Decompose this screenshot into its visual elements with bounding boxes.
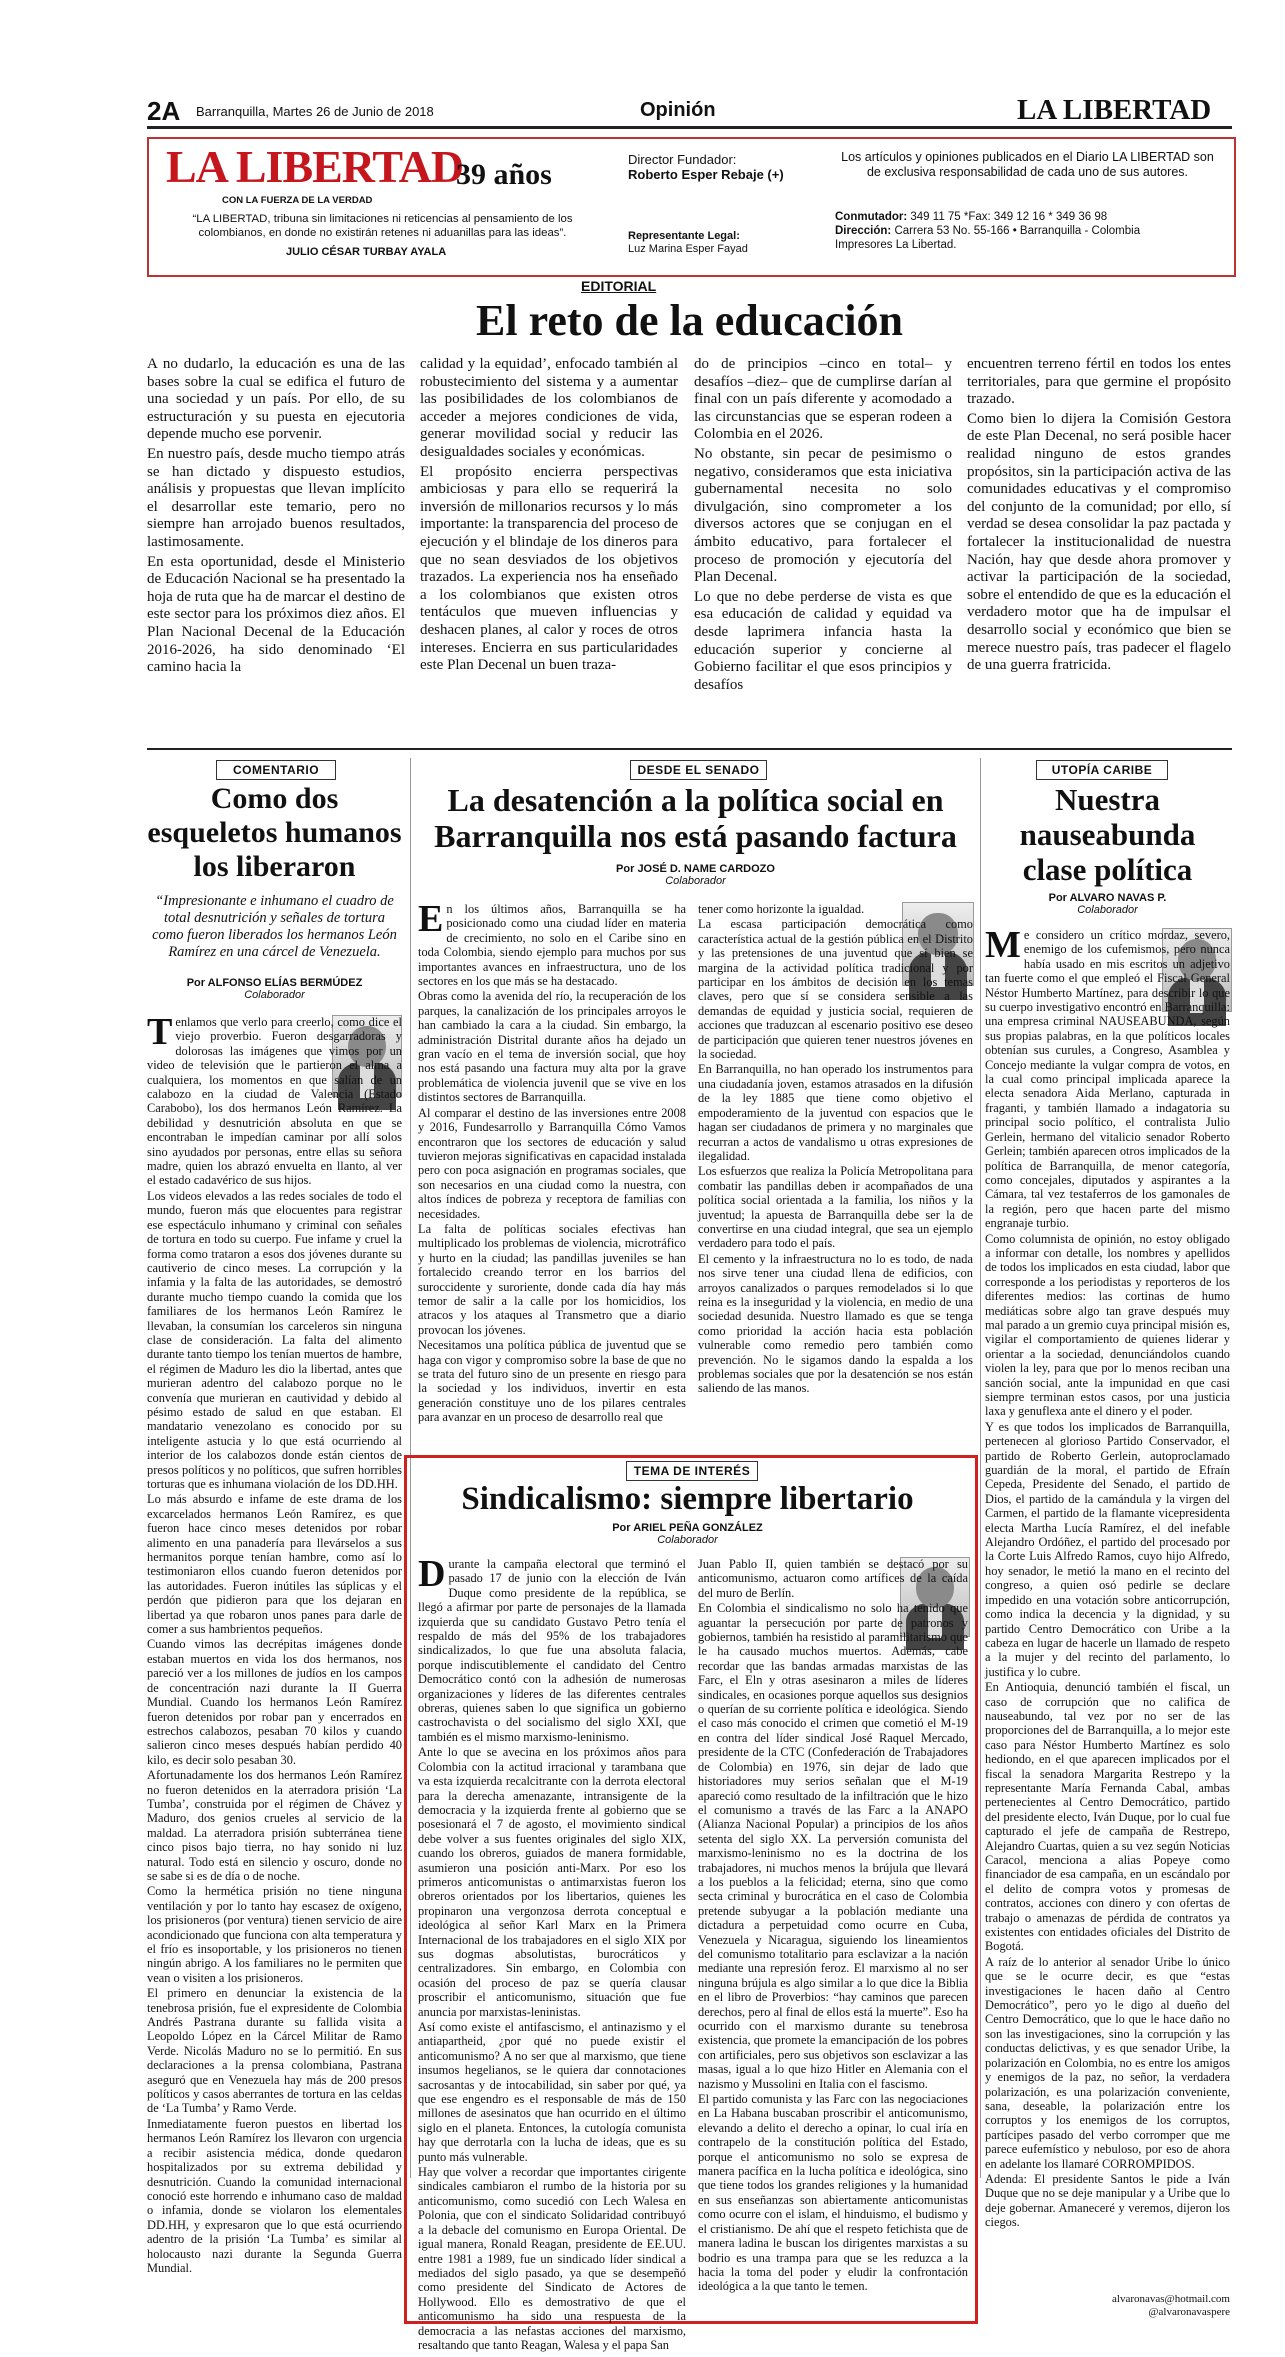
interes-column-2 bbox=[698, 1557, 968, 2312]
utopia-byline bbox=[985, 892, 1230, 916]
interes-author: Por ARIEL PEÑA GONZÁLEZ bbox=[612, 1522, 763, 1534]
interes-role: Colaborador bbox=[657, 1534, 718, 1546]
conmutador-label: Conmutador: bbox=[835, 211, 908, 223]
paragraph: El propósito encierra perspectivas ambiciosas y para ello se requerirá la inversión de millonarios recursos y lo más importante: la transparencia del proceso de ejecución y el blindaje de los dineros para que no sean desviados de los objetivos trazados. La experiencia nos ha enseñado a los colombianos que existen otros tentáculos que mueven influencias y deshacen planes, al calor y roces de otros intereses. Encierra en sus particularidades este Plan Decenal un buen traza- bbox=[420, 463, 678, 674]
comentario-body bbox=[147, 1011, 402, 2275]
paragraph: do de principios –cinco en total– y desafíos –diez– que de cumplirse darían al final con un país diferente y acomodado a las circunstancias que se esperan rodeen a Colombia en el 2026. bbox=[694, 356, 952, 443]
senado-column-2 bbox=[698, 902, 973, 1396]
rep-label: Representante Legal: bbox=[628, 230, 740, 242]
utopia-body bbox=[985, 924, 1230, 2288]
paragraph: El cemento y la infraestructura no lo es todo, de nada nos sirve tener una ciudad llena de edificios, con arroyos canalizados o parques remodelados si lo que reina es la inseguridad y la violencia, en medio de una sociedad desunida. Nuestro llamado es que se tenga como prioridad la acción hacia esta población vulnerable como remedio pero también como prevención. No le sigamos dando la espalda a los problemas sociales que por la desatención se nos están saliendo de las manos. bbox=[698, 1251, 973, 1396]
rep-name: Luz Marina Esper Fayad bbox=[628, 243, 748, 255]
director-name: Roberto Esper Rebaje (+) bbox=[628, 167, 784, 182]
paragraph: Inmediatamente fueron puestos en libertad los hermanos León Ramírez los llevaron con urgencia a recibir asistencia médica, donde quedaron hospitalizados por su extrema debilidad y desnutrición. Cuando la comunidad internacional conoció este horrendo e inhumano caso de maldad o infamia, donde se violaron los elementales DD.HH, y expresaron que lo que está ocurriendo adentro de la prisión ‘La Tumba’ es similar al holocausto nazi durante la Segunda Guerra Mundial. bbox=[147, 2116, 402, 2275]
paragraph: Como la hermética prisión no tiene ninguna ventilación y por lo tanto hay escasez de oxígeno, los prisioneros (por ventura) tienen servicio de aire acondicionado que funciona con alta temperatura y el frío es insoportable, y los prisioneros no tienen ningún abrigo. A los familiares no le permiten que vean o visiten a los prisioneros. bbox=[147, 1884, 402, 1985]
comentario-byline bbox=[147, 977, 402, 1001]
utopia-kicker: UTOPÍA CARIBE bbox=[1036, 760, 1168, 780]
editorial-column-3 bbox=[694, 356, 952, 728]
senado-byline bbox=[418, 863, 973, 887]
utopia-signature bbox=[985, 2293, 1230, 2319]
editorial-column-4 bbox=[967, 356, 1231, 728]
paragraph: Como columnista de opinión, no estoy obligado a informar con detalle, los nombres y apellidos de todos los implicados en esta ciudad, labor que corresponde a los periodistas y reporteros de los diferentes medios: las cortinas de humo mediáticas sobre algo tan grave después muy mal parado a un gremio cuya principal misión es, vigilar el comportamiento de quienes liderar y orientar a la sociedad, denunciándolos cuando violen la ley, para que por lo menos reciban una sanción social, ante la impunidad en que casi siempre terminan estos casos, por una justicia laxa y genuflexa ante el dinero y el poder. bbox=[985, 1231, 1230, 1419]
interes-kicker: TEMA DE INTERÉS bbox=[626, 1461, 758, 1481]
paragraph: Ante lo que se avecina en los próximos años para Colombia con la actitud irracional y tarambana que va esta izquierda recalcitrante con la derrota electoral para la derecha amenazante, intransigente de la democracia y la izquierda frente al gobierno que se posesionará el 7 de agosto, el movimiento sindical debe volver a sus fuentes originales del siglo XIX, cuando los obreros, guiados de manera formidable, asumieron una posición anti-Marx. Por eso los primeros anticomunistas o antimarxistas fueron los obreros orientados por los libertarios, quienes les propinaron una vergonzosa derrota conceptual e ideológica al señor Karl Marx en la Primera Internacional de los trabajadores en el siglo XIX por sus dogmas absolutistas, burocráticos y centralizadores. Sin embargo, en Colombia con ocasión del proceso de paz se quería clausar proscribir el anticomunismo, situación que fue anuncia por marxistas-leninistas. bbox=[418, 1745, 686, 2019]
utopia-author: Por ALVARO NAVAS P. bbox=[1048, 892, 1167, 904]
paragraph: El primero en denunciar la existencia de la tenebrosa prisión, fue el expresidente de Colombia Andrés Pastrana durante su fallida visita a Leopoldo López en la Cárcel Militar de Ramo Verde. Nicolás Maduro no se lo permitió. En sus declaraciones a la prensa colombiana, Pastrana aseguró que en Venezuela hay más de 200 presos políticos y casos aberrantes de tortura en las celdas de ‘La Tumba’ y Ramo Verde. bbox=[147, 1986, 402, 2116]
senado-title: La desatención a la política social en Barranquilla nos está pasando factura bbox=[434, 782, 957, 854]
paragraph: Necesitamos una política pública de juventud que se haga con vigor y compromiso sobre la base de que no se trata del futuro sino de un presente en riesgo para la sociedad y los individuos, invertir en esta generación constituye uno de los pilares centrales para avanzar en un proceso de desarrollo real que bbox=[418, 1338, 686, 1425]
paragraph: Los videos elevados a las redes sociales de todo el mundo, fueron más que elocuentes para registrar ese espectáculo inhumano y criminal con señales de tortura en todo su cuerpo. Fue infame y cruel la forma como trataron a esos dos jóvenes durante su cautiverio de cinco meses. La corrupción y la infamia y la falta de las autoridades, se demostró durante mucho tiempo cuando la comida que los familiares de los hermanos León Ramírez le llevaban, la consumían los carceleros sin ninguna clase de consideración. La falta del alimento durante tanto tiempo los tenían muertos de hambre, el régimen de Maduro les dio la libertad, antes que murieran adentro del calabozo porque no le convenía que murieran en cautividad y debido al pésimo estado de salud en que estaban. El mandatario venezolano es conocido por su inteligente astucia y lo que está ocurriendo al interior de los calabozos donde están cientos de presos políticos y no políticos, que sufren horribles torturas que es inhumana violación de los DD.HH. bbox=[147, 1188, 402, 1491]
paragraph: El partido comunista y las Farc con las negociaciones en La Habana buscaban proscribir el anticomunismo, elevando a delito el derecho a opinar, lo cual iría en contrapelo de la constitución política del Estado, porque el anticomunismo no solo se expresa de manera pacífica en la lucha política e ideológica, sino que tiene todos los grandes religiones y la humanidad en sus enseñanzas son abiertamente anticomunistas como ocurre con el islam, el hinduismo, el budismo y el cristianismo. De ahí que el respeto fetichista que de manera ladina le buscan los dirigentes marxistas a su bodrio es una trampa para que se les reduzca a la hacia la toma del poder y eludir la confrontación ideológica a la que tanto le temen. bbox=[698, 2092, 968, 2294]
interes-byline bbox=[410, 1522, 965, 1546]
interes-column-1 bbox=[418, 1553, 686, 2352]
editorial-column-2 bbox=[420, 356, 678, 728]
tagline: CON LA FUERZA DE LA VERDAD bbox=[222, 195, 373, 206]
paragraph: Juan Pablo II, quien también se destacó por su anticomunismo, actuaron como artífices de la caída del muro de Berlín. bbox=[698, 1557, 968, 1600]
paragraph: Afortunadamente los dos hermanos León Ramírez no fueron detenidos en la aterradora prisión ‘La Tumba’, construida por el régimen de Chávez y Maduro, dos genios crueles al servicio de la maldad. La aterradora prisión subterránea tiene cinco pisos bajo tierra, no hay sonido ni luz natural. Todo está en silencio y oscuro, donde no se sabe si es de día o de noche. bbox=[147, 1768, 402, 1883]
paragraph: En esta oportunidad, desde el Ministerio de Educación Nacional se ha presentado la hoja de ruta que ha de marcar el destino de este sector para los próximos diez años. El Plan Nacional Decenal de la Educación 2016-2026, ha sido denominado ‘El camino hacia la bbox=[147, 553, 405, 676]
paragraph: Cuando vimos las decrépitas imágenes donde estaban muertos en vida los dos hermanos, nos pareció ver a los millones de judíos en los campos de concentración nazi durante la II Guerra Mundial. Cuando los hermanos León Ramírez fueron detenidos por robar pan y encerrados en estrechos calabozos, pesaban 70 kilos y cuando salieron cinco meses después habían perdido 40 kilo, es decir solo pesaban 30. bbox=[147, 1637, 402, 1767]
paragraph: En nuestro país, desde mucho tiempo atrás se han dictado y dispuesto estudios, análisis y propuestas que llevan implícito el desarrollar este temario, pero no siempre han arrojado buenos resultados, lastimosamente. bbox=[147, 445, 405, 550]
header-rule bbox=[147, 126, 1232, 129]
paragraph: La falta de políticas sociales efectivas han multiplicado los problemas de violencia, microtráfico y hurto en la ciudad; las pandillas juveniles se han fortalecido creando terror en los barrios del suroccidente y suroriente, donde cada día hay más temor de salir a la calle por los homicidios, los atracos y los ataques al Transmetro que a diario provocan los jóvenes. bbox=[418, 1221, 686, 1337]
paragraph: Hay que volver a recordar que importantes cirigente sindicales cambiaron el rumbo de la historia por su anticomunismo, como sucedió con Lech Walesa en Polonia, que con el sindicato Solidaridad contribuyó a la debacle del comunismo en Europa Oriental. De igual manera, Ronald Reagan, presidente de EE.UU. entre 1981 a 1989, fue un sindicado líder sindical a mediados del siglo pasado, ya que se desempeñó como presidente del Sindicato de Actores de Hollywood. Ello es demostrativo de que el anticomunismo ha sido una respuesta de la democracia a las nefastas acciones del marxismo, resaltando que tanto Reagan, Walesa y el papa San bbox=[418, 2165, 686, 2352]
editorial-kicker: EDITORIAL bbox=[581, 278, 657, 294]
comentario-kicker: COMENTARIO bbox=[216, 760, 336, 780]
comentario-deck: “Impresionante e inhumano el cuadro de total desnutrición y señales de tortura como fueron liberados los hermanos León Ramírez en una cárcel de Venezuela. bbox=[152, 893, 397, 960]
editorial-column-1 bbox=[147, 356, 405, 728]
paragraph: Adenda: El presidente Santos le pide a Iván Duque que no se deje manipular y a Uribe que lo deje gobernar. Amaneceré y veremos, dijeron los ciegos. bbox=[985, 2171, 1230, 2230]
senado-role: Colaborador bbox=[665, 875, 726, 887]
paragraph: Así como existe el antifascismo, el antinazismo y el antiapartheid, ¿por qué no puede existir el anticomunismo? A no ser que al marxismo, que tiene insumos hegelianos, se le quiera dar connotaciones sacrosantas y de intocabilidad, sin saber por qué, ya que ese engendro es el responsable de más de 150 millones de asesinatos que han ocurrido en el último siglo en el planeta. Entonces, la cutología comunista hay que derrotarla con la lucha de ideas, que es su punto más vulnerable. bbox=[418, 2020, 686, 2164]
paragraph: Y es que todos los implicados de Barranquilla, pertenecen al glorioso Partido Conservador, el partido de Roberto Gerlein, autoproclamado guardián de la moral, el partido de Efraín Cepeda, Presidente del Senado, el partido de Dios, el partido de la camándula y la virgen del Carmen, el partido de la flamante vicepresidenta electa Martha Lucía Ramírez, el del inefable Alejandro Ordóñez, el partido del procesado por la Corte Luis Alfredo Ramos, cuyo hijo Alfredo, hoy senador, le metió la mano en el recinto del congreso, a quien osó pedirle se declare impedido en una votación sobre anticorrupción, como indica la decencia y la dignidad, y su partido Centro Democrático con Uribe a la cabeza en lugar de hacerle un llamado de respeto a la mujer y del recinto del parlamento, lo justifica y lo cubre. bbox=[985, 1419, 1230, 1679]
paragraph: En los últimos años, Barranquilla se ha posicionado como una ciudad líder en materia de crecimiento, no solo en el Caribe sino en toda Colombia, siendo ejemplo para muchos por sus importantes avances en infraestructura, uno de los sectores en los que más se ha destacado. bbox=[418, 898, 686, 989]
anniversary: 39 años bbox=[456, 158, 552, 191]
paragraph: encuentren terreno fértil en todos los entes territoriales, para que germine el propósito trazado. bbox=[967, 356, 1231, 408]
senado-kicker: DESDE EL SENADO bbox=[630, 760, 767, 780]
editorial-title: El reto de la educación bbox=[476, 296, 903, 345]
signature-email: alvaronavas@hotmail.com bbox=[1112, 2293, 1230, 2305]
comentario-author: Por ALFONSO ELÍAS BERMÚDEZ bbox=[186, 977, 363, 989]
comentario-role: Colaborador bbox=[244, 989, 305, 1001]
paragraph: A no dudarlo, la educación es una de las bases sobre la cual se edifica el futuro de una sociedad y un país. Por ello, de su estructuración y su puesta en ejecutoria depende mucho ese porvenir. bbox=[147, 356, 405, 443]
section-title: Opinión bbox=[640, 99, 716, 121]
paragraph: Lo más absurdo e infame de este drama de los excarcelados hermanos León Ramírez, es que fueron hace cinco meses detenidos por robar alimento en una panadería para llevárselos a sus hermanitos porque tenían hambre, como así lo testimoniaron ellos cuando fueron detenidos por las autoridades. Fueron inútiles las súplicas y el perdón que pidieron para que los dejaran en libertad ya que robaron unos panes para darle de comer a sus hambrientos pequeños. bbox=[147, 1492, 402, 1637]
paragraph: Como bien lo dijera la Comisión Gestora de este Plan Decenal, no será posible hacer realidad ninguno de estos grandes propósitos, sin la participación activa de las comunidades educativas y el compromiso del conjunto de la comunidad; por ello, sí verdad se desea consolidar la paz pactada y fortalecer la institucionalidad de nuestra Nación, hay que desde ahora promover y activar la participación de la sociedad, sobre el entendido de que es la educación el verdadero motor que ha de impulsar el desarrollo social y económico que bien se merece nuestro país, tras padecer el flagelo de una guerra fratricida. bbox=[967, 410, 1231, 674]
impresores: Impresores La Libertad. bbox=[835, 239, 957, 251]
date-line: Barranquilla, Martes 26 de Junio de 2018 bbox=[196, 104, 434, 119]
senado-column-1 bbox=[418, 898, 686, 1425]
paragraph: La escasa participación democrática como característica actual de la gestión pública en el Distrito y las pretensiones de una juventud que sí bien se margina de la actividad política tradicional y por participar en los ámbitos de decisión en los temas claves, pero que sí se considera sensible a las demandas de equidad y justicia social, requieren de acciones que traduzcan al escenario positivo ese deseo de participación que quieren tener nuestros jóvenes en la sociedad. bbox=[698, 917, 973, 1062]
director-label: Director Fundador: bbox=[628, 152, 737, 167]
masthead: LA LIBERTAD bbox=[1017, 94, 1212, 126]
disclaimer: Los artículos y opiniones publicados en el Diario LA LIBERTAD son de exclusiva responsabilidad de cada uno de sus autores. bbox=[841, 150, 1214, 179]
utopia-title: Nuestra nauseabunda clase política bbox=[1019, 782, 1196, 887]
paragraph: A raíz de lo anterior al senador Uribe lo único que se le ocurre decir, es que “estas investigaciones le hacen daño al Centro Democrático”, pero yo le digo al dueño del Centro Democrático, que lo que le hace daño no son las investigaciones, sino la corrupción y las conductas delictivas, y es que senador Uribe, la polarización en Colombia, no es entre los amigos y enemigos de la paz, no señor, la verdadera polarización, es una polarización conveniente, sana, deseable, la polarización entre los corruptos y los enemigos de los corruptos, partícipes pasado del verbo corromper que me parece eufemístico y nebuloso, por eso de ahora en adelante los llamaré CORROMPIDOS. bbox=[985, 1954, 1230, 2171]
banner-quote: “LA LIBERTAD, tribuna sin limitaciones ni reticencias al pensamiento de los colombianos, en donde no existirán retenes ni aduanillas para las ideas”. bbox=[192, 213, 573, 239]
logo: LA LIBERTAD bbox=[166, 141, 464, 192]
paragraph: tener como horizonte la igualdad. bbox=[698, 902, 865, 916]
paragraph: calidad y la equidad’, enfocado también al robustecimiento del sistema y a aumentar las posibilidades de los colombianos de acceder a mejores condiciones de vida, generar movilidad social y reducir las desigualdades sociales y económicas. bbox=[420, 356, 678, 460]
direccion-label: Dirección: bbox=[835, 225, 892, 237]
comentario-title: Como dos esqueletos humanos los liberaron bbox=[147, 782, 402, 883]
editorial-rule bbox=[147, 748, 1232, 750]
paragraph: Los esfuerzos que realiza la Policía Metropolitana para combatir las pandillas deben ir acompañados de una política social orientada a la familia, los niños y la juventud; la apuesta de Barranquilla debe ser la de convertirse en una ciudad integral, que sea un ejemplo verdadero para todo el país. bbox=[698, 1164, 973, 1251]
senado-author: Por JOSÉ D. NAME CARDOZO bbox=[616, 863, 775, 875]
paragraph: No obstante, sin pecar de pesimismo o negativo, consideramos que esta iniciativa gubernamental necesita no solo divulgación, sino comprometer a los diversos actores que se conjugan en el ámbito educativo, para fortalecer el proceso de promoción y ejecutoría del Plan Decenal. bbox=[694, 445, 952, 586]
paragraph: En Colombia el sindicalismo no solo ha tenido que aguantar la persecución por parte de patronos y gobiernos, también ha resistido al paramilitarismo que le ha causado muchos muertos. Además, cabe recordar que las bandas armadas marxistas de las Farc, el Eln y otras asesinaron a miles de líderes sindicales, en ocasiones porque aquellos sus designios o querían de su corriente política e ideológica. Siendo el caso más conocido el crimen que cometió el M-19 en contra del líder sindical José Raquel Mercado, presidente de la CTC (Confederación de Trabajadores de Colombia) en 1976, sin dejar de lado que historiadores muy serios señalan que el M-19 apareció como resultado de la infiltración que le hizo el comunismo a través de las Farc a la ANAPO (Alianza Nacional Popular) a principios de los años setenta del siglo XX. La perversión comunista del marxismo-leninismo no es la doctrina de los trabajadores, ni muchos menos la brújula que llevará a los pueblos a la felicidad; eterna, sino que como secta criminal y burocrática en el caso de Colombia pretende subyugar a la población mediante una dictadura a perpetuidad como ocurre en Cuba, Venezuela y Nicaragua, siguiendo los lineamientos del comunismo totalitario para esclavizar a la nación mediante una represión feroz. El marxismo al no ser ninguna brújula es algo similar a lo que dice la Biblia en el libro de Proverbios: “hay caminos que parecen derechos, pero al final de ellos está la muerte”. Eso ha ocurrido con el marxismo durante su tenebrosa existencia, que promete la emancipación de los pobres con artificiales, pero sus objetivos son esclavizar a las masas, igual a lo que hizo Hitler en Alemania con el nazismo y Mussolini en Italia con el fascismo. bbox=[698, 1601, 968, 2091]
direccion: Carrera 53 No. 55-166 • Barranquilla - Colombia bbox=[894, 225, 1141, 237]
paragraph: Tenlamos que verlo para creerlo, como dice el viejo proverbio. Fueron desgarradoras y dolorosas las imágenes que vimos por un video de televisión que le partieron el alma a cualquiera, los momentos en que salían de un calabozo en la ciudad de Valencia (Estado Carabobo), los dos hermanos León Ramírez. La debilidad y desnutrición absoluta en que se encontraban le impedían caminar por allí solos sino ayudados por personas, entre ellas su señora madre, quien los abrazó envuelta en llanto, al ver el estado cadavérico de sus hijos. bbox=[147, 1011, 402, 1188]
signature-handle: @alvaronavaspere bbox=[1148, 2306, 1230, 2318]
page-number: 2A bbox=[147, 96, 181, 126]
conmutador: 349 11 75 *Fax: 349 12 16 * 349 36 98 bbox=[910, 211, 1108, 223]
paragraph: Lo que no debe perderse de vista es que esa educación de calidad y equidad va desde laprimera infancia hasta la educación superior y concierne al Gobierno facilitar el que esos principios y desafíos bbox=[694, 588, 952, 693]
utopia-role: Colaborador bbox=[1077, 904, 1138, 916]
paragraph: Me considero un crítico mordaz, severo, enemigo de los cufemismos, pero nunca había usado en mis escritos un adjetivo tan fuerte como el que empleó el Fiscal General Néstor Humberto Martínez, para describir lo que su cuerpo investigativo encontró en Barranquilla: una empresa criminal NAUSEABUNDA, según sus propias palabras, en la que políticos locales obtenían sus curules, a Congreso, Asamblea y Concejo mediante la vulgar compra de votos, en la cual como principal implicada aparece la electa senadora Aida Merlano, capturada in fraganti, y también llamado a indagatoria su principal socio político, el contralista Julio Gerlein, hermano del vitalicio senador Roberto Gerlein; también aparecen otros implicados de la política de Barranquilla, de menor categoría, como concejales, diputados y aspirantes a la Cámara, tal vez testaferros de los gamonales de la región, pero que hacen parte del mismo engranaje turbio. bbox=[985, 924, 1230, 1231]
column-divider bbox=[980, 758, 981, 2178]
quote-author: JULIO CÉSAR TURBAY AYALA bbox=[286, 246, 447, 258]
paragraph: En Barranquilla, no han operado los instrumentos para una ciudadanía joven, estamos atrasados en la difusión de la ley 1885 que tiene como objetivo el empoderamiento de la juventud con espacios que le hagan ser ciudadanos de primera y no marginales que recurran a actos de vandalismo u otras expresiones de ilegalidad. bbox=[698, 1062, 973, 1163]
paragraph: Durante la campaña electoral que terminó el pasado 17 de junio con la elección de Iván Duque como presidente de la república, se llegó a afirmar por parte de personajes de la llamada izquierda que su candidato Gustavo Petro tenía el respaldo de más del 95% de los trabajadores sindicalizados, lo que fue una absoluta falacia, porque indiscutiblemente el candidato del Centro Democrático contó con la adhesión de numerosas organizaciones y líderes de las diferentes centrales obreras, quienes saben lo que significa un gobierno castrochavista o del socialismo del siglo XXI, que también es el mismo marxismo-leninismo. bbox=[418, 1553, 686, 1744]
contact-block bbox=[835, 210, 1140, 252]
paragraph: Al comparar el destino de las inversiones entre 2008 y 2016, Fundesarrollo y Barranquilla Cómo Vamos encontraron que los sectores de educación y salud tuvieron mejoras significativas en capacidad instalada pero con poca asignación en programas sociales, que son necesarios en una ciudad como la nuestra, con altos índices de pobreza y receptora de familias con necesidades. bbox=[418, 1105, 686, 1221]
paragraph: Obras como la avenida del río, la recuperación de los parques, la canalización de los principales arroyos le han cambiado la cara a la ciudad. Sin embargo, la administración Distrital durante años ha dejado un gran vacío en el tema de inversión social, que hoy nos está pasando una factura muy alta por la grave problemática de violencia juvenil que se vive en los distintos sectores de Barranquilla. bbox=[418, 989, 686, 1105]
paragraph: En Antioquia, denunció también el fiscal, un caso de corrupción que no califica de nauseabundo, tal vez por no ser de las proporciones del de Barranquilla, a lo mejor este caso para Néstor Humberto Martínez es solo hediondo, en el que aparecen implicados por el fiscal la senadora Margarita Restrepo y la representante María Fernanda Cabal, ambas pertenecientes al Centro Democrático, partido del presidente electo, Iván Duque, por lo cual fue capturado el jefe de campaña de Restrepo, Alejandro Cuartas, quien a su vez según Noticias Caracol, menciona a alias Popeye como financiador de esa campaña, en un escándalo por el delito de compra votos y promesas de contratos, acciones con dinero y con ofertas de trabajo o amenazas de pérdida de contratos ya existentes con entidades oficiales del Distrito de Bogotá. bbox=[985, 1680, 1230, 1954]
interes-title: Sindicalismo: siempre libertario bbox=[461, 1481, 914, 1517]
